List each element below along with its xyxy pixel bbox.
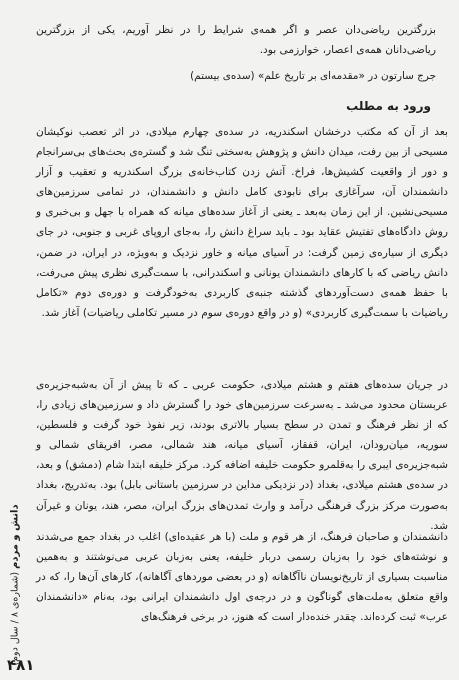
journal-sidebar [6, 504, 24, 666]
epigraph-quote: بزرگترین ریاضی‌دان عصر و اگر همه‌ی شرایط را در نظر آوریم، یکی از بزرگترین ریاضی‌دانان همه‌ی اعصار، خوارزمی بود. [36, 24, 436, 57]
epigraph-attribution: جرج سارتون در «مقدمه‌ای بر تاریخ علم» (سده‌ی بیستم) [190, 70, 436, 82]
section-title: ورود به مطلب [346, 99, 431, 113]
journal-issue-line [10, 504, 21, 665]
paragraph-3: دانشمندان و صاحبان فرهنگ، از هر قوم و ملت (با هر عقیده‌ای) اغلب در بغداد جمع می‌شدند و نوشته‌های خود را به‌زبان رسمی دربار خلیفه، یعنی به‌زبان عربی می‌نوشتند و به‌همین مناسبت بسیاری از تاریخ‌نویسان ناآگاهانه (و در بعضی موردهای آگاهانه)، کارهای آن‌ها را، که در واقع متعلق به‌ملت‌های گوناگون و در درجه‌ی اول دانشمندان ایرانی بود، به‌نام «دانشمندان عرب» ثبت کرده‌اند. چقدر خنده‌دار است که هنوز، در برخی فرهنگ‌های [36, 531, 448, 624]
journal-issue: (شماره‌ی ۸ / سال دوم) [9, 571, 21, 666]
paragraph-2: در جریان سده‌های هفتم و هشتم میلادی، حکومت عربی ـ که تا پیش از آن به‌شبه‌جزیره‌ی عربستان محدود می‌شد ـ به‌سرعت سرزمین‌های خود را گسترش داد و سرزمین‌های زیادی را، که از نظر فرهنگ و تمدن در سطح بسیار بالاتری بودند، زیر نفوذ خود گرفت و فلسطین، سوریه، میان‌رودان، ایران، قفقاز، آسیای میانه، هند شمالی، مصر، افریقای شمالی و شبه‌جزیره‌ی ایبری را به‌قلمرو حکومت خلیفه اضافه کرد. مرکز خلیفه ابتدا شام (دمشق) و بعد، در سده‌ی هشتم میلادی، بغداد (در نزدیکی مداین در سرزمین باستانی بابل) بود. به‌تدریج، بغداد به‌صورت مرکز بزرگ فرهنگی درآمد و وارث تمدن‌های بزرگ ایران، مصر، هند، یونان و غیرآن شد. [36, 379, 448, 532]
page-number: ۴۸۱ [7, 656, 35, 674]
journal-title: دانش و مردم [9, 504, 21, 569]
paragraph-1: بعد از آن که مکتب درخشان اسکندریه، در سده‌ی چهارم میلادی، در اثر تعصب نوکیشان مسیحی از بین رفت، میدان دانش و پژوهش به‌سختی تنگ شد و گستره‌ی بحث‌های بی‌سرانجام و دور از واقعیت کشیش‌ها، فراخ. آتش زدن کتاب‌خانه‌ی بزرگ اسکندریه و تعقیب و آزار دانشمندان آن، سرآغازی برای نابودی کامل دانش و دانشمندان، در تمامی سرزمین‌های مسیحی‌نشین. از این زمان به‌بعد ـ یعنی از آغاز سده‌های میانه که همراه با جهل و بی‌خبری و روش دادگاه‌های تفتیش عقاید بود ـ باید سراغ دانش را، به‌جای اروپای غربی و جنوبی، در جای دیگری از سیاره‌ی زمین گرفت: در آسیای میانه و خاور نزدیک و به‌ویژه، در ایران، در ضمن، دانش ریاضی که با کارهای دانشمندان یونانی و اسکندرانی، با سمت‌گیری نظری پیش می‌رفت، با حفظ همه‌ی دست‌آوردهای گذشته جنبه‌ی کاربردی به‌خودگرفت و دوره‌ی دوم «تکامل ریاضیات با سمت‌گیری کاربردی» (و در واقع دوره‌ی سوم در مسیر تکاملی ریاضیات) آغاز شد. [36, 126, 448, 319]
